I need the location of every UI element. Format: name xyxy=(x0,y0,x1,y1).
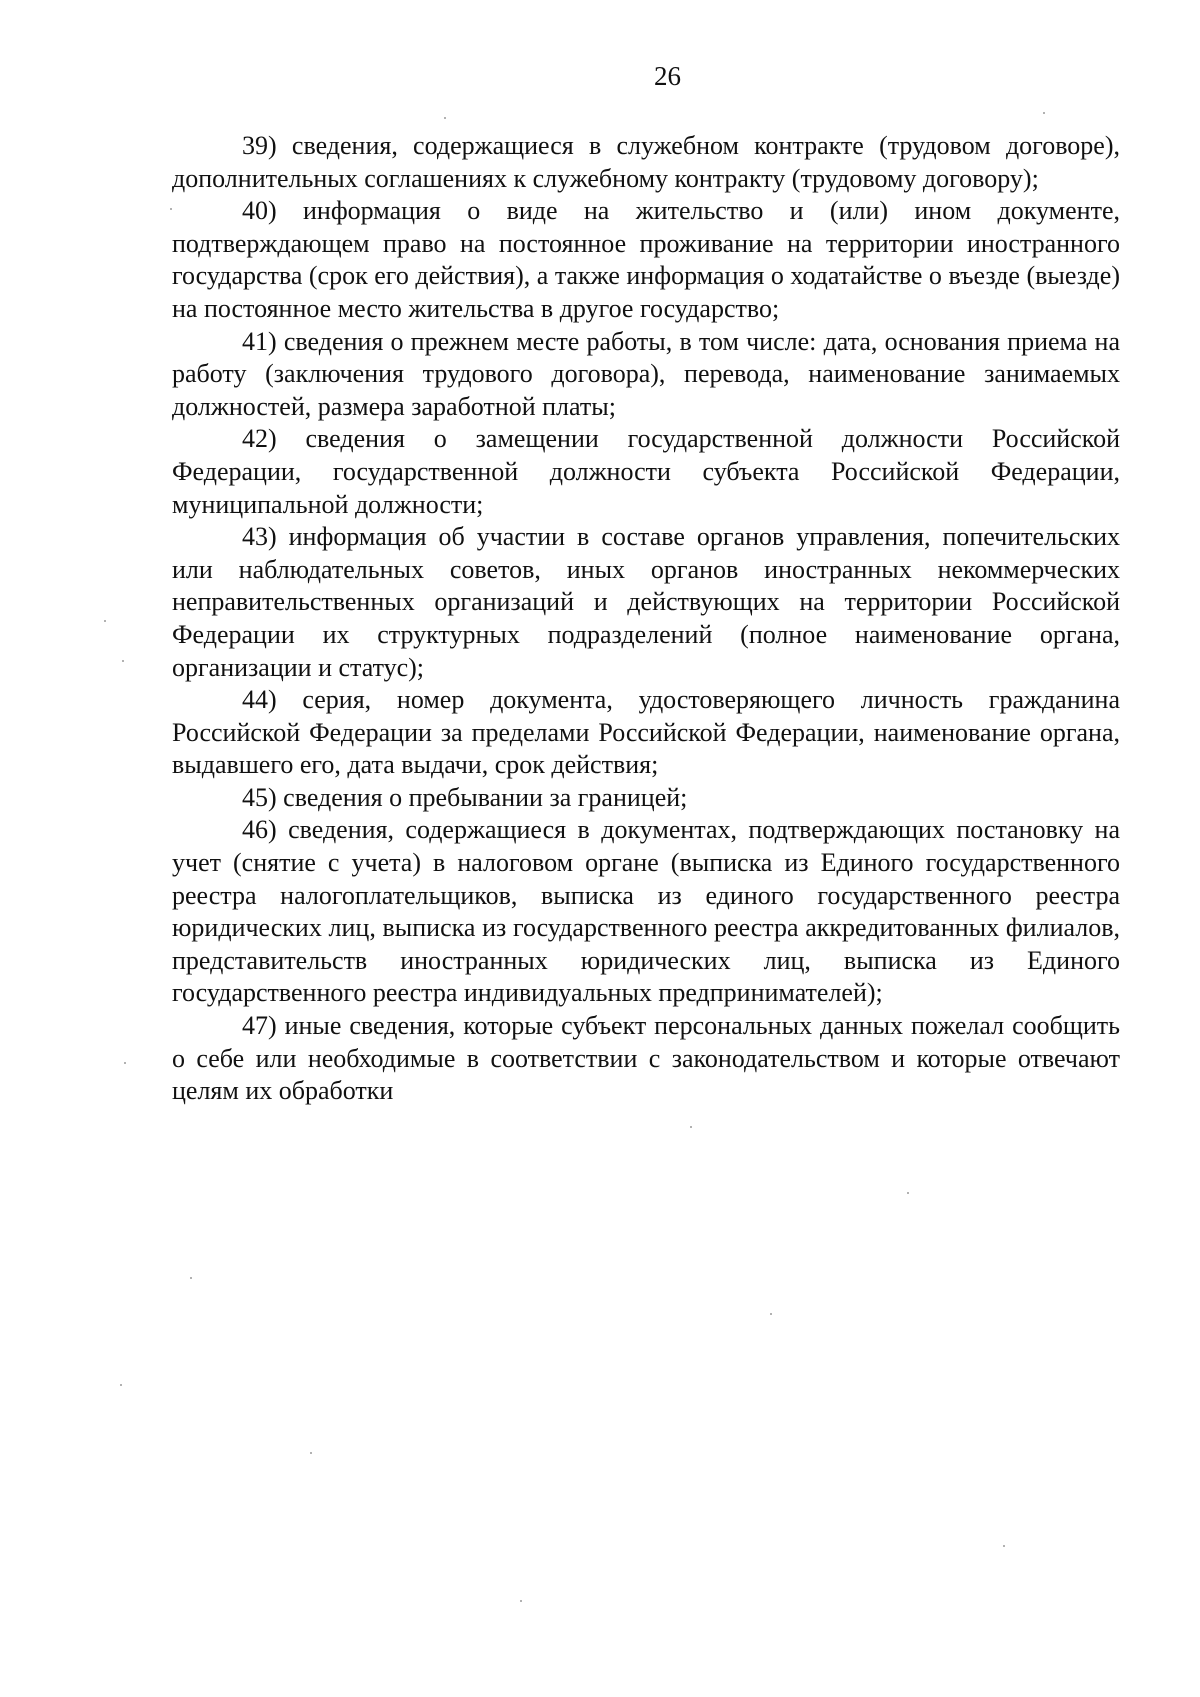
list-item-42: 42) сведения о замещении государственной должности Российской Федерации, государственной должности субъекта Российской Федерации, муниципальной должности; xyxy=(172,424,1120,519)
list-item-41: 41) сведения о прежнем месте работы, в том числе: дата, основания приема на работу (заключения трудового договора), перевода, наименование занимаемых должностей, размера заработной платы; xyxy=(172,326,1120,421)
scan-speck xyxy=(770,1313,772,1315)
scan-speck xyxy=(170,208,172,210)
scan-speck xyxy=(122,660,124,662)
scan-speck xyxy=(310,1452,312,1454)
scan-speck xyxy=(520,1600,522,1602)
list-item-46: 46) сведения, содержащиеся в документах, подтверждающих постановку на учет (снятие с учета) в налоговом органе (выписка из Единого государственного реестра налогоплательщиков, выписка из единого государственного реестра юридических лиц, выписка из государственного реестра аккредитованных филиалов, представительств иностранных юридических лиц, выписка из Единого государственного реестра индивидуальных предпринимателей); xyxy=(172,815,1120,1008)
scan-speck xyxy=(907,1192,909,1194)
scan-speck xyxy=(1043,112,1045,114)
scan-speck xyxy=(444,117,446,119)
list-item-39: 39) сведения, содержащиеся в служебном контракте (трудовом договоре), дополнительных соглашениях к служебному контракту (трудовому договору); xyxy=(172,131,1120,193)
list-item-47: 47) иные сведения, которые субъект персональных данных пожелал сообщить о себе или необходимые в соответствии с законодательством и которые отвечают целям их обработки xyxy=(172,1011,1120,1106)
scan-speck xyxy=(690,1126,692,1128)
list-item-43: 43) информация об участии в составе органов управления, попечительских или наблюдательных советов, иных органов иностранных некоммерческих неправительственных организаций и действующих на территории Российской Федерации их структурных подразделений (полное наименование органа, организации и статус); xyxy=(172,522,1120,682)
scan-speck xyxy=(120,1384,122,1386)
page-number: 26 xyxy=(654,61,681,91)
document-body xyxy=(172,130,1120,1108)
scan-speck xyxy=(124,1062,126,1064)
list-item-44: 44) серия, номер документа, удостоверяющего личность гражданина Российской Федерации за пределами Российской Федерации, наименование органа, выдавшего его, дата выдачи, срок действия; xyxy=(172,685,1120,780)
list-item-45: 45) сведения о пребывании за границей; xyxy=(242,782,688,812)
scan-speck xyxy=(1003,1545,1005,1547)
scan-speck xyxy=(104,620,106,622)
list-item-40: 40) информация о виде на жительство и (или) ином документе, подтверждающем право на постоянное проживание на территории иностранного государства (срок его действия), а также информация о ходатайстве о въезде (выезде) на постоянное место жительства в другое государство; xyxy=(172,196,1120,323)
scan-speck xyxy=(190,1277,192,1279)
